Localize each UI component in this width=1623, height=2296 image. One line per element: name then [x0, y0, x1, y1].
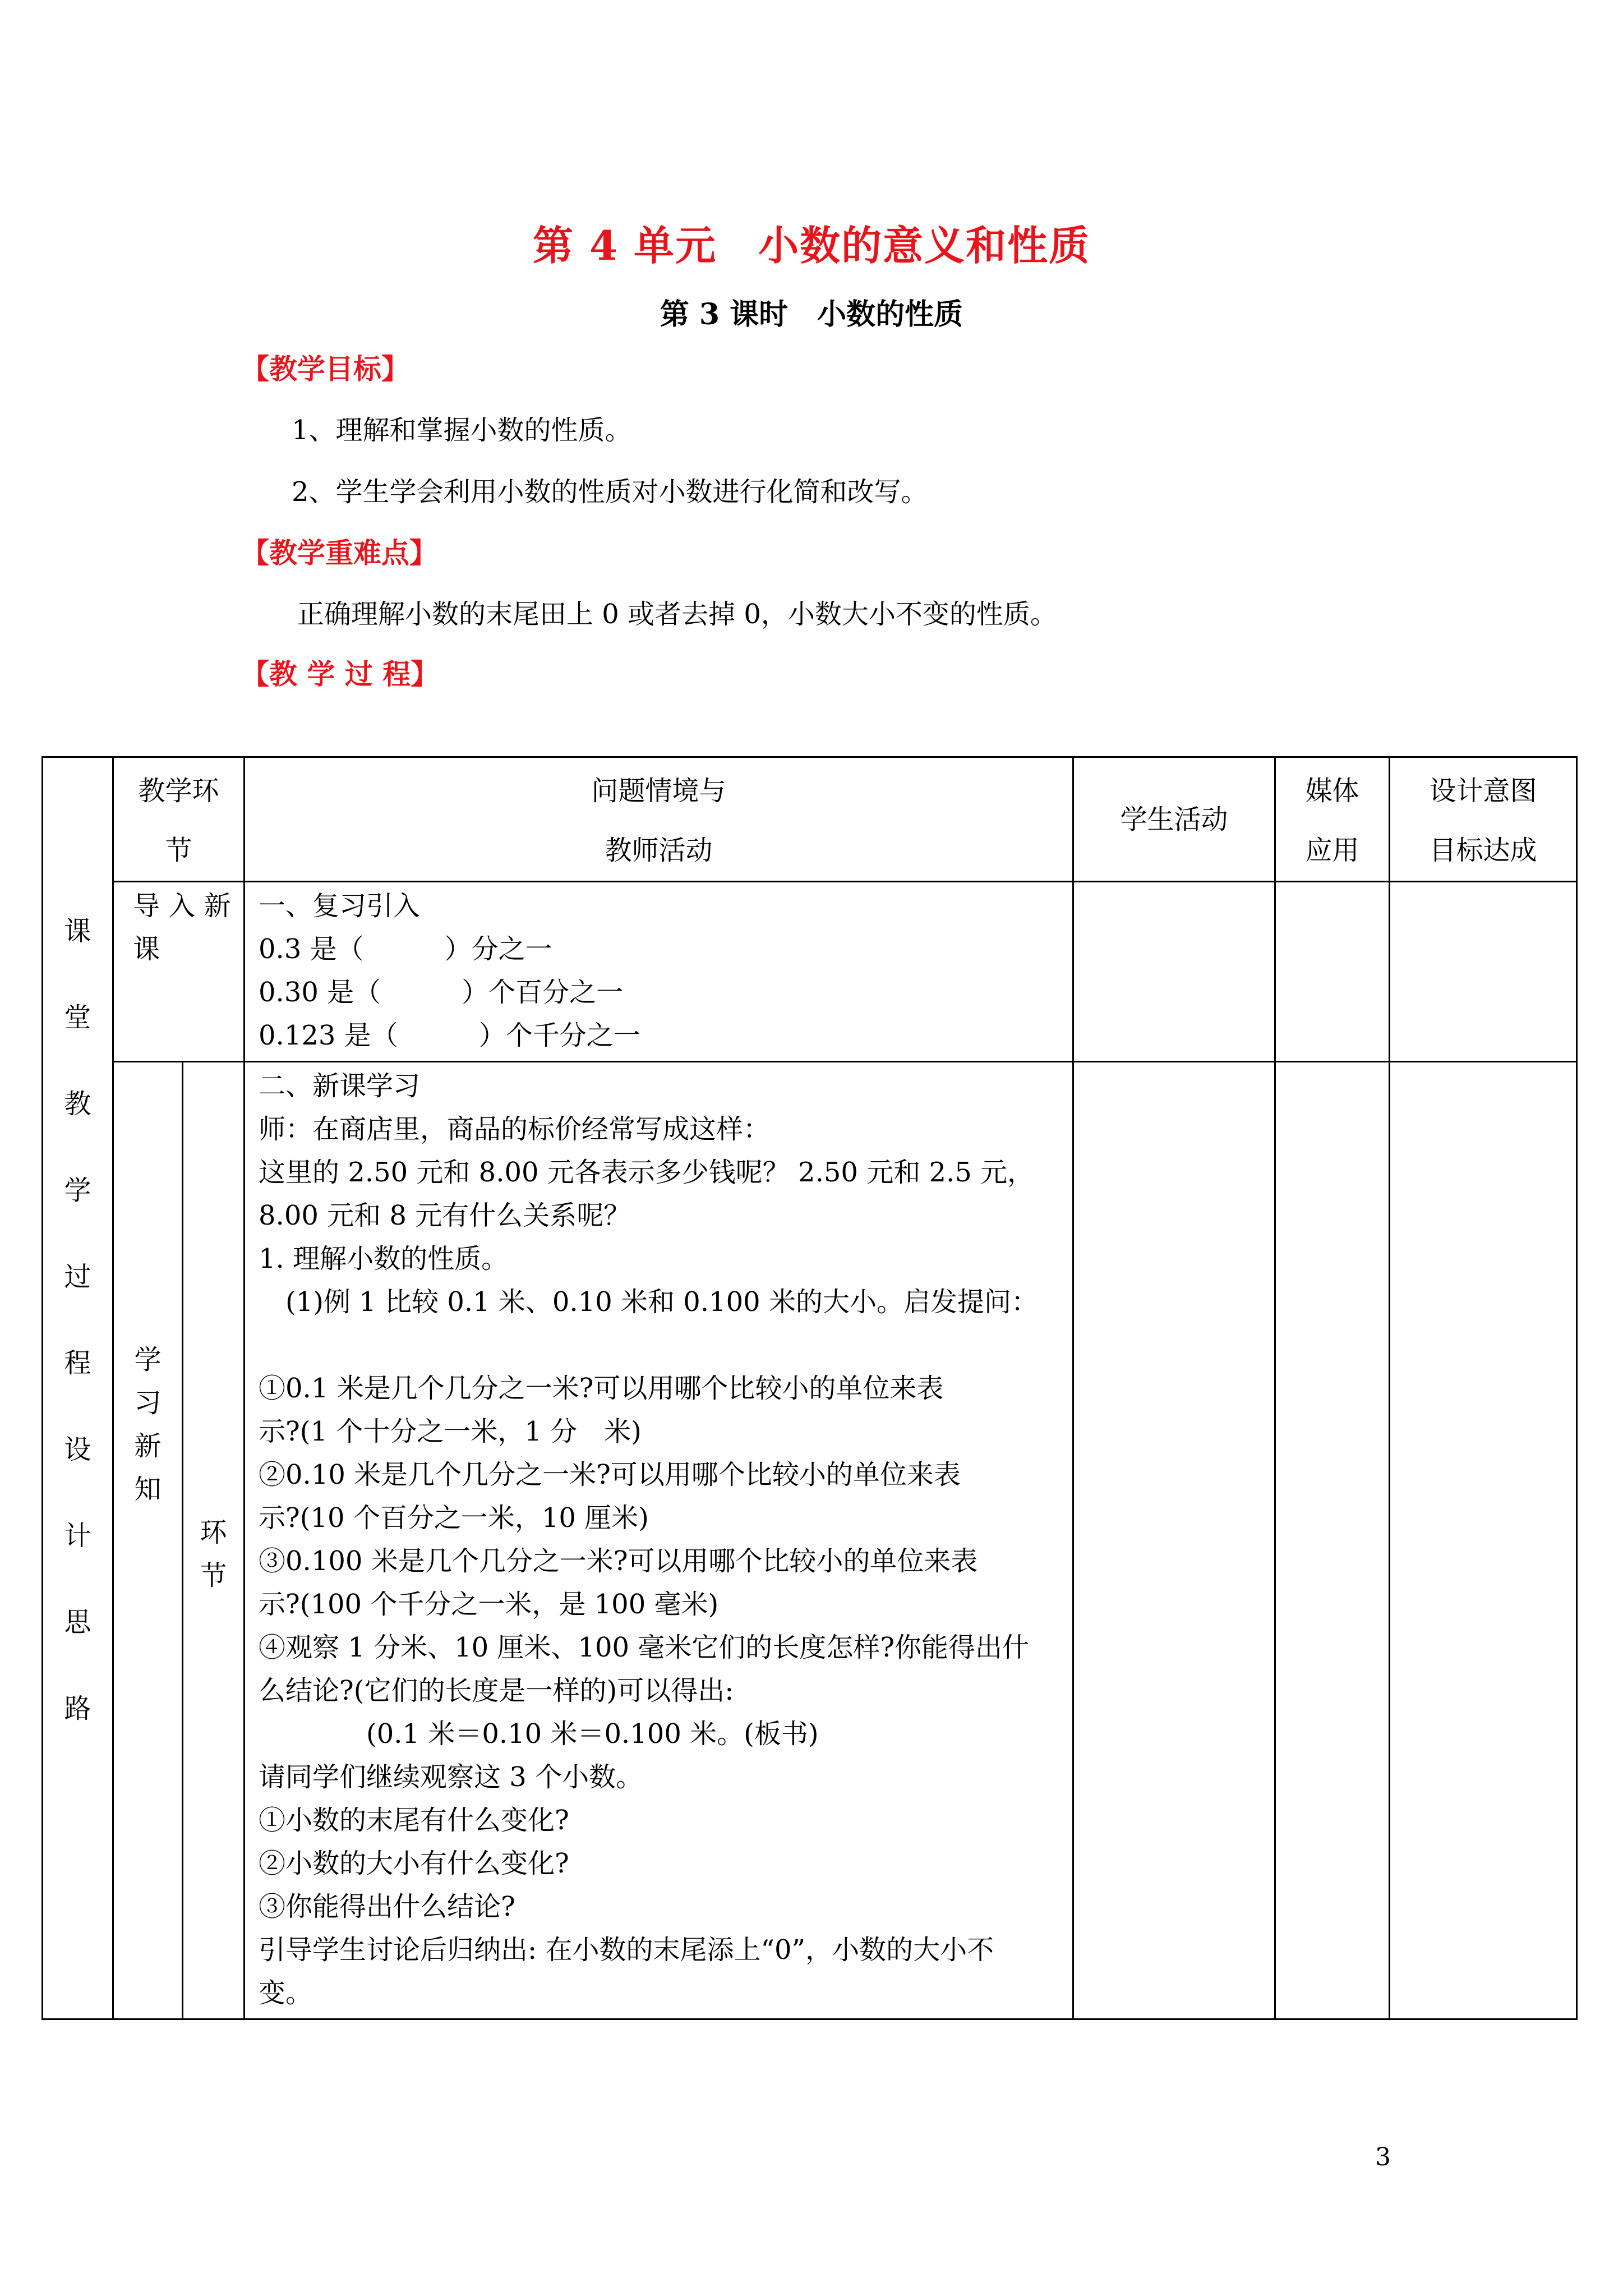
header-situation: 问题情境与 教师活动 [245, 757, 1073, 882]
media-cell [1275, 1062, 1390, 2019]
lesson-process-table [42, 756, 1578, 2020]
side-char: 程 [64, 1347, 91, 1379]
student-activity-cell [1073, 1062, 1275, 2019]
side-char: 路 [64, 1693, 91, 1724]
side-char: 教 [64, 1088, 91, 1120]
side-label-cell [43, 757, 113, 2019]
side-char: 思 [64, 1607, 91, 1638]
table-row [43, 1062, 1577, 2019]
design-cell [1390, 1062, 1577, 2019]
side-char: 计 [64, 1520, 91, 1552]
intro-content: 一、复习引入 0.3 是（ ）分之一 0.30 是（ ）个百分之一 0.123 是（ ）个千分之一 [245, 882, 1073, 1062]
lesson-subtitle: 第 3 课时 小数的性质 [660, 297, 963, 332]
side-char: 设 [64, 1434, 91, 1465]
stage-intro: 导 入 新 课 [113, 882, 245, 1062]
stage-new-knowledge: 学 习 新 知 [113, 1062, 183, 2019]
table-row [43, 882, 1577, 1062]
side-char: 课 [64, 915, 91, 947]
objectives-heading: 【教学目标】 [241, 352, 409, 385]
media-cell [1275, 882, 1390, 1062]
header-student: 学生活动 [1073, 757, 1275, 882]
student-activity-cell [1073, 882, 1275, 1062]
header-design: 设计意图 目标达成 [1390, 757, 1577, 882]
header-stage: 教学环 节 [113, 757, 245, 882]
side-char: 过 [64, 1261, 91, 1292]
objective-item-1: 1、理解和掌握小数的性质。 [292, 415, 632, 446]
header-media: 媒体 应用 [1275, 757, 1390, 882]
process-heading: 【教 学 过 程】 [241, 657, 439, 691]
design-cell [1390, 882, 1577, 1062]
side-char: 学 [64, 1175, 91, 1206]
table-header-row [43, 757, 1577, 882]
stage-sub-section: 环 节 [183, 1062, 245, 2019]
document-title: 第 4 单元 小数的意义和性质 [532, 222, 1091, 269]
objective-item-2: 2、学生学会利用小数的性质对小数进行化简和改写。 [292, 476, 928, 508]
keypoints-text: 正确理解小数的末尾田上 0 或者去掉 0，小数大小不变的性质。 [297, 599, 1057, 630]
keypoints-heading: 【教学重难点】 [241, 536, 437, 569]
side-char: 堂 [64, 1002, 91, 1033]
page-number: 3 [1375, 2143, 1391, 2171]
new-lesson-content: 二、新课学习 师：在商店里，商品的标价经常写成这样： 这里的 2.50 元和 8.00 元各表示多少钱呢？ 2.50 元和 2.5 元， 8.00 元和 8 元有什么关系呢？ 1. 理解小数的性质。 (1)例 1 比较 0.1 米、0.10 米和 0.100 米的大小。启发提问： ①0.1 米是几个几分之一米?可以用哪个比较小的单位来表 示?(1 个十分之一米，1 分 米) ②0.10 米是几个几分之一米?可以用哪个比较小的单位来表 示?(10 个百分之一米，10 厘米) ③0.100 米是几个几分之一米?可以用哪个比较小的单位来表 示?(100 个千分之一米，是 100 毫米) ④观察 1 分米、10 厘米、100 毫米它们的长度怎样?你能得出什 么结论?(它们的长度是一样的)可以得出: (0.1 米＝0.10 米＝0.100 米。(板书) 请同学们继续观察这 3 个小数。 ①小数的末尾有什么变化? ②小数的大小有什么变化? ③你能得出什么结论? 引导学生讨论后归纳出: 在小数的末尾添上“0”，小数的大小不 变。 [245, 1062, 1073, 2019]
